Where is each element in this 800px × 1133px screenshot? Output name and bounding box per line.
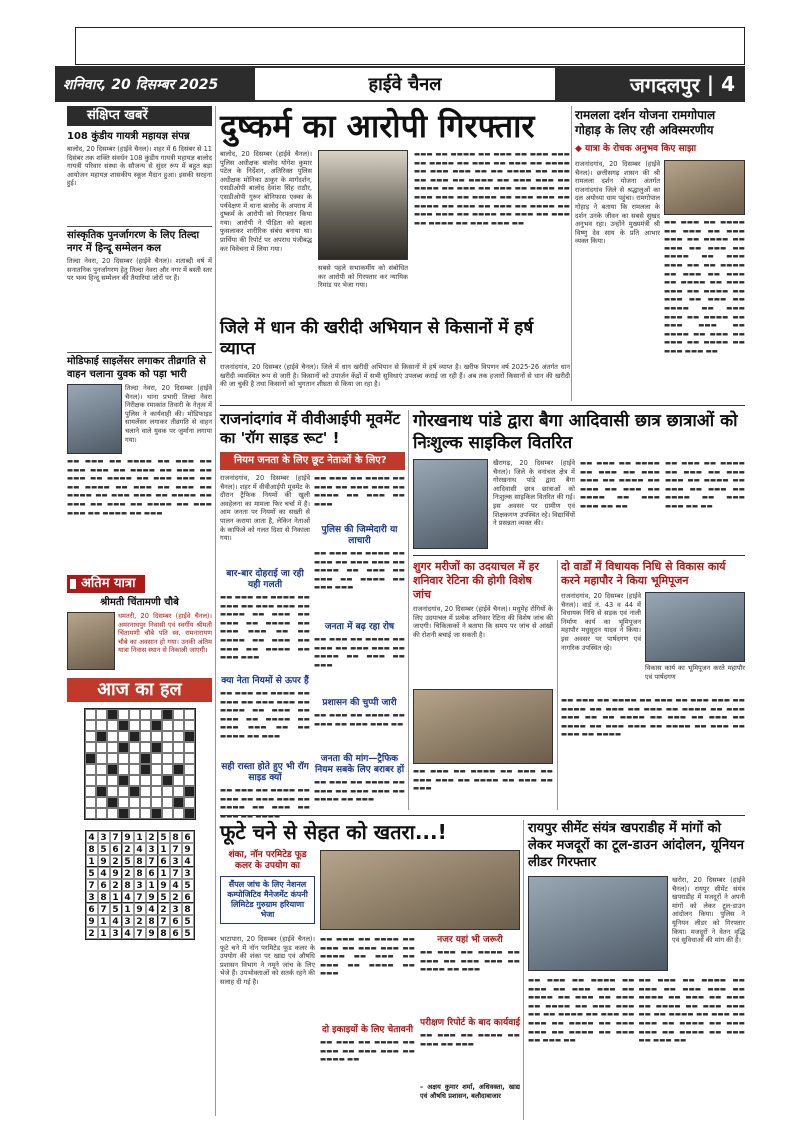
vvip-text: राजनांदगांव, 20 दिसम्बर (हाईवे चैनल)। शहर में वीवीआईपी मूवमेंट के दौरान ट्रैफिक नियमों की खुली अवहेलना का मामला फिर चर्चा में है। आम जनता पर नियमों का सख्ती से पालन कराया जाता है, लेकिन नेताओं के काफिले को गलत दिशा से निकाला गया। [220, 474, 310, 543]
sudoku-cell: 9 [134, 903, 146, 915]
dhan-text: राजनांदगांव, 20 दिसम्बर (हाईवे चैनल)। जिले में धान खरीदी अभियान से किसानों में हर्ष व्याप्त है। खरीफ विपणन वर्ष 2025-26 अंतर्गत धान खरीदी व्यवस्थित रूप से जारी है। किसानों को उपार्जन केंद्रों में सभी सुविधाएं उपलब्ध कराई जा रही हैं। अब तक हजारों किसानों से धान की खरीदी की जा चुकी है तथा किसानों को भुगतान शीघ्रता से किया जा रहा है। [220, 363, 570, 389]
vvip-story [220, 410, 405, 846]
sudoku-cell: 4 [122, 927, 134, 939]
sudoku-cell: 6 [170, 915, 182, 927]
crossword-cell [151, 720, 162, 731]
crossword-cell [96, 786, 107, 797]
crossword-cell [162, 786, 173, 797]
crossword-cell [129, 797, 140, 808]
advertisement-space [75, 27, 745, 65]
lead-headline: दुष्कर्म का आरोपी गिरफ्तार [220, 107, 535, 145]
crossword-cell [96, 808, 107, 819]
accused-photo [318, 150, 408, 260]
vvip-text7: ▬▬ ▬▬▬ ▬▬ ▬▬▬▬ ▬▬ ▬▬▬ ▬▬ ▬▬▬ ▬▬▬ ▬▬ ▬▬▬▬ ▬▬ ▬▬▬ ▬▬ ▬▬▬ [314, 635, 405, 669]
sudoku-cell: 9 [146, 927, 158, 939]
crossword-cell [151, 753, 162, 764]
sudoku-cell: 3 [182, 867, 194, 879]
crossword-cell [129, 764, 140, 775]
phute-story [220, 820, 520, 1111]
sudoku-cell: 1 [146, 879, 158, 891]
puzzle-title: आज का हल [67, 678, 212, 702]
crossword-cell [162, 753, 173, 764]
crossword-cell [184, 720, 195, 731]
crossword-cell [96, 720, 107, 731]
sugar-headline: शुगर मरीजों का उदयाचल में हर शनिवार रेटिना की होगी विशेष जांच [413, 560, 540, 601]
crossword-cell [173, 775, 184, 786]
vvip-redbar: नियम जनता के लिए छूट नेताओं के लिए? [220, 452, 405, 470]
mla-caption: विकास कार्य का भूमिपूजन करते महापौर एवं पार्षदगण [645, 664, 745, 681]
ramlala-photo [664, 160, 745, 215]
crossword-cell [173, 797, 184, 808]
crossword-cell [140, 775, 151, 786]
crossword-cell [85, 731, 96, 742]
sudoku-cell: 4 [98, 867, 110, 879]
column-divider [408, 410, 409, 810]
sudoku-cell: 1 [110, 891, 122, 903]
sudoku-cell: 5 [98, 843, 110, 855]
issue-date: शनिवार, 20 दिसम्बर 2025 [55, 66, 255, 102]
sudoku-cell: 5 [158, 831, 170, 843]
crossword-cell [85, 786, 96, 797]
crossword-cell [140, 709, 151, 720]
brief3-text-cont: ▬▬ ▬▬▬ ▬▬ ▬▬▬▬ ▬▬ ▬▬▬ ▬▬ ▬▬▬ ▬▬▬ ▬▬ ▬▬▬▬ ▬▬ ▬▬▬ ▬▬ ▬▬▬ ▬▬ ▬▬▬▬ ▬▬ ▬▬▬ ▬▬▬ ▬▬ ▬▬ ▬▬▬▬ ▬▬ ▬▬▬ ▬▬ ▬▬▬ ▬▬ ▬▬▬▬ ▬▬ ▬▬▬ ▬▬▬ ▬▬ ▬▬▬▬ ▬▬ ▬▬▬ ▬▬ ▬▬▬ ▬▬ ▬▬▬▬ ▬▬ ▬▬▬ ▬▬▬ ▬▬ ▬▬▬▬ ▬▬ ▬▬▬ [67, 457, 212, 517]
ramlala-subhead: ◆ यात्रा के रोचक अनुभव किए साझा [575, 144, 697, 154]
sudoku-cell: 2 [170, 891, 182, 903]
crossword-cell [118, 709, 129, 720]
sudoku-cell: 8 [134, 867, 146, 879]
crossword-cell [129, 731, 140, 742]
crossword-cell [151, 808, 162, 819]
vvip-text8: ▬▬ ▬▬▬ ▬▬ ▬▬▬▬ ▬▬ ▬▬▬ ▬▬ ▬▬▬ ▬▬▬ ▬▬ [314, 711, 405, 728]
crossword-cell [173, 764, 184, 775]
sudoku-cell: 1 [158, 867, 170, 879]
crossword-cell [140, 797, 151, 808]
vvip-text9: ▬▬ ▬▬▬ ▬▬ ▬▬▬▬ ▬▬ ▬▬▬ ▬▬ ▬▬▬ ▬▬▬ ▬▬ ▬▬▬▬ ▬▬ ▬▬▬ [314, 778, 405, 804]
brief3-text: तिल्दा नेवरा, 20 दिसम्बर (हाईवे चैनल)। थाना प्रभारी तिल्दा नेवरा निरीक्षक रमाकांत तिवारी के नेतृत्व में पुलिस ने कार्यवाही की। मोडिफाइड सायलेंसर लगाकर तीव्रगति से वाहन चलाने वाले युवक पर जुर्माना लगाया गया। [125, 384, 212, 444]
sudoku-cell: 4 [134, 843, 146, 855]
vvip-sub6: प्रशासन की चुप्पी जारी [322, 698, 397, 708]
sudoku-cell: 2 [146, 831, 158, 843]
sudoku-cell: 8 [170, 831, 182, 843]
city-name: जगदलपुर [630, 72, 700, 97]
crossword-cell [107, 764, 118, 775]
obituary-photo [67, 612, 115, 670]
sudoku-cell: 6 [182, 891, 194, 903]
crossword-cell [107, 742, 118, 753]
crossword-cell [162, 797, 173, 808]
paper-name: हाईवे चैनल [255, 66, 555, 102]
crossword-cell [107, 720, 118, 731]
crossword-cell [85, 753, 96, 764]
crossword-cell [107, 775, 118, 786]
sugar-text2: ▬▬ ▬▬▬ ▬▬ ▬▬▬▬ ▬▬ ▬▬▬ ▬▬ ▬▬▬ ▬▬▬ ▬▬ ▬▬▬▬ ▬▬ ▬▬▬ ▬▬ ▬▬▬ [413, 767, 553, 793]
crossword-cell [140, 808, 151, 819]
sudoku-cell: 9 [182, 843, 194, 855]
sugar-story [413, 560, 553, 827]
crossword-cell [140, 720, 151, 731]
sudoku-cell: 6 [110, 843, 122, 855]
sudoku-cell: 4 [122, 891, 134, 903]
sudoku-cell: 3 [134, 879, 146, 891]
cycle-text: खैरागढ़, 20 दिसम्बर (हाईवे चैनल)। जिले के वनांचल क्षेत्र में गोरखनाथ पांडे द्वारा बैगा आदिवासी छात्र छात्राओं को निःशुल्क साइकिल वितरित की गई। इस अवसर पर ग्रामीण एवं शिक्षकगण उपस्थित रहे। विद्यार्थियों ने प्रसन्नता व्यक्त की। [493, 459, 575, 528]
crossword-cell [85, 808, 96, 819]
section-divider [220, 405, 745, 406]
crossword-cell [162, 720, 173, 731]
sudoku-cell: 3 [146, 843, 158, 855]
sudoku-cell: 8 [182, 903, 194, 915]
cycle-story [413, 410, 745, 549]
sudoku-cell: 6 [182, 831, 194, 843]
sudoku-cell: 8 [158, 927, 170, 939]
left-column [67, 106, 212, 1116]
sudoku-cell: 8 [134, 855, 146, 867]
brief-news-tag: संक्षिप्त खबरें [67, 106, 212, 126]
cement-text: खरोरा, 20 दिसम्बर (हाईवे चैनल)। रायपुर सीमेंट संयंत्र खपराडीह में मजदूरों ने अपनी मांगों को लेकर टूल-डाउन आंदोलन किया। पुलिस ने यूनियन लीडर को गिरफ्तार किया। मजदूरों ने वेतन वृद्धि एवं सुविधाओं की मांग की है। [672, 876, 745, 945]
sudoku-cell: 4 [110, 915, 122, 927]
sudoku-cell: 3 [86, 891, 98, 903]
crossword-cell [129, 808, 140, 819]
sudoku-cell: 1 [98, 915, 110, 927]
cycle-text2: ▬▬ ▬▬▬ ▬▬ ▬▬▬▬ ▬▬ ▬▬▬ ▬▬ ▬▬▬ ▬▬▬ ▬▬ ▬▬▬▬ ▬▬ ▬▬▬ ▬▬ ▬▬▬ ▬▬ ▬▬▬▬ ▬▬ ▬▬▬ ▬▬▬ ▬▬ ▬▬ [580, 459, 660, 510]
dhan-story [220, 318, 570, 413]
sugar-text: राजनांदगांव, 20 दिसम्बर (हाईवे चैनल)। मधुमेह रोगियों के लिए उदयाचल में प्रत्येक शनिवार रेटिना की विशेष जांच की जाएगी। चिकित्सकों ने बताया कि समय पर जांच से आंखों की रोशनी बचाई जा सकती है। [413, 605, 553, 639]
sudoku-cell: 5 [182, 927, 194, 939]
sudoku-cell: 1 [86, 855, 98, 867]
vvip-text2: ▬▬ ▬▬▬ ▬▬ ▬▬▬▬ ▬▬ ▬▬▬ ▬▬ ▬▬▬ ▬▬▬ ▬▬ ▬▬▬▬ ▬▬ ▬▬▬ ▬▬ ▬▬▬ ▬▬ ▬▬▬▬ ▬▬ ▬▬▬ ▬▬▬ ▬▬ ▬▬ ▬▬▬▬ ▬▬ ▬▬▬ ▬▬ ▬▬▬ ▬▬ ▬▬▬▬ ▬▬ ▬▬▬ ▬▬▬ [220, 593, 310, 662]
crossword-cell [118, 764, 129, 775]
vvip-sub7: जनता की मांग—ट्रैफिक नियम सबके लिए बराबर हों [314, 754, 405, 775]
crossword-cell [151, 731, 162, 742]
sudoku-cell: 6 [170, 927, 182, 939]
crossword-cell [140, 753, 151, 764]
sudoku-cell: 4 [170, 879, 182, 891]
lead-photo-caption: सबसे पहले सभाकर्मीय को संबोधित कर आरोपी को गिरफ्तार कर न्यायिक रिमांड पर भेजा गया। [318, 264, 408, 290]
sudoku-cell: 1 [98, 927, 110, 939]
cycle-text3: ▬▬ ▬▬▬ ▬▬ ▬▬▬▬ ▬▬ ▬▬▬ ▬▬ ▬▬▬ ▬▬▬ ▬▬ ▬▬▬▬ ▬▬ ▬▬▬ ▬▬ ▬▬▬ ▬▬ ▬▬▬▬ ▬▬ ▬▬▬ ▬▬▬ ▬▬ ▬▬ [665, 459, 745, 510]
crossword-cell [173, 731, 184, 742]
crossword-cell [184, 808, 195, 819]
crossword-cell [151, 786, 162, 797]
phute-text2: ▬▬ ▬▬▬ ▬▬ ▬▬▬▬ ▬▬ ▬▬▬ ▬▬ ▬▬▬ ▬▬▬ ▬▬ ▬▬▬▬ ▬▬ ▬▬▬ ▬▬ ▬▬▬ ▬▬ ▬▬▬▬ ▬▬ ▬▬▬ [320, 935, 415, 978]
crossword-cell [184, 753, 195, 764]
crossword-cell [129, 742, 140, 753]
dhan-headline: जिले में धान की खरीदी अभियान से किसानों में हर्ष व्याप्त [220, 318, 534, 359]
crossword-cell [96, 775, 107, 786]
crossword-cell [85, 709, 96, 720]
cement-headline: रायपुर सीमेंट संयंत्र खपराडीह में मांगों को लेकर मजदूरों का टूल-डाउन आंदोलन, यूनियन लीडर गिरफ्तार [528, 821, 744, 870]
vvip-text4: ▬▬ ▬▬▬ ▬▬ ▬▬▬▬ ▬▬ ▬▬▬ ▬▬ ▬▬▬ ▬▬▬ ▬▬ ▬▬▬▬ ▬▬ ▬▬▬ ▬▬ [220, 786, 310, 812]
newspaper-page [55, 0, 745, 1133]
crossword-cell [162, 764, 173, 775]
ramlala-text-cont: ▬▬ ▬▬▬ ▬▬ ▬▬▬▬ ▬▬ ▬▬▬ ▬▬ ▬▬▬ ▬▬▬ ▬▬ ▬▬▬▬ ▬▬ ▬▬▬ ▬▬ ▬▬▬ ▬▬ ▬▬▬▬ ▬▬ ▬▬▬ ▬▬▬ ▬▬ ▬▬ ▬▬▬▬ ▬▬ ▬▬▬ ▬▬ ▬▬▬ ▬▬ ▬▬▬▬ ▬▬ ▬▬▬ ▬▬▬ ▬▬ ▬▬▬▬ ▬▬ ▬▬▬ ▬▬ ▬▬▬ ▬▬ ▬▬▬▬ ▬▬ ▬▬▬ ▬▬▬ ▬▬ ▬▬▬▬ ▬▬ ▬▬▬ ▬▬▬ ▬▬ ▬▬▬▬ ▬▬ ▬▬▬ ▬▬ ▬▬▬ ▬▬ ▬▬▬▬ ▬▬ ▬▬▬ ▬▬▬ ▬▬ [664, 218, 745, 355]
obituary-name: श्रीमती चिंतामणी चौबे [100, 597, 179, 608]
sudoku-cell: 7 [86, 879, 98, 891]
crossword-cell [129, 720, 140, 731]
crossword-cell [118, 797, 129, 808]
page-number: 4 [721, 72, 735, 96]
crossword-cell [85, 764, 96, 775]
crossword-grid [84, 708, 196, 820]
sudoku-cell: 2 [110, 855, 122, 867]
crossword-cell [151, 764, 162, 775]
phute-sub4: परीक्षण रिपोर्ट के बाद कार्यवाई [420, 1018, 520, 1028]
crossword-cell [96, 753, 107, 764]
sudoku-cell: 3 [170, 855, 182, 867]
sudoku-cell: 7 [158, 915, 170, 927]
column-divider [571, 106, 572, 401]
masthead [55, 66, 745, 102]
sudoku-cell: 4 [182, 855, 194, 867]
crossword-cell [173, 742, 184, 753]
crossword-cell [118, 775, 129, 786]
crossword-cell [118, 720, 129, 731]
city-page: जगदलपुर | 4 [555, 66, 745, 102]
column-divider [523, 820, 524, 1120]
phute-sub5: दो इकाइयों के लिए चेतावनी [321, 1025, 414, 1035]
crossword-cell [140, 742, 151, 753]
sudoku-cell: 7 [134, 927, 146, 939]
sudoku-cell: 9 [146, 891, 158, 903]
sudoku-cell: 2 [134, 915, 146, 927]
crossword-cell [129, 753, 140, 764]
crossword-cell [107, 786, 118, 797]
crossword-cell [173, 720, 184, 731]
sudoku-cell: 4 [146, 903, 158, 915]
crossword-cell [173, 808, 184, 819]
obituary-tag [67, 575, 145, 593]
crossword-cell [107, 797, 118, 808]
crossword-cell [184, 786, 195, 797]
sudoku-cell: 1 [158, 843, 170, 855]
sudoku-cell: 7 [134, 891, 146, 903]
crossword-cell [151, 742, 162, 753]
crossword-cell [173, 753, 184, 764]
sudoku-cell: 7 [110, 831, 122, 843]
cement-photo [528, 876, 668, 971]
phute-sub2: सैंपल जांच के लिए नेशनल कम्पोजिटिव मैनेजमेंट कंपनी लिमिटेड गुरुग्राम हरियाणा भेजा [220, 876, 315, 924]
crossword-cell [140, 731, 151, 742]
vvip-sub3: सही रास्ता होते हुए भी रॉग साइड क्यों [221, 762, 309, 783]
sudoku-cell: 6 [86, 903, 98, 915]
crossword-cell [151, 709, 162, 720]
ramlala-story [575, 108, 745, 440]
phute-text3: ▬▬ ▬▬▬ ▬▬ ▬▬▬▬ ▬▬ ▬▬▬ ▬▬ ▬▬▬ ▬▬▬ ▬▬ ▬▬▬▬ ▬▬ [320, 1038, 415, 1064]
crossword-cell [140, 786, 151, 797]
sudoku-cell: 6 [98, 879, 110, 891]
sudoku-cell: 4 [86, 831, 98, 843]
crossword-cell [184, 742, 195, 753]
vvip-sub2: क्या नेता नियमों से ऊपर हैं [221, 676, 309, 686]
crossword-cell [85, 775, 96, 786]
sugar-photo [413, 689, 553, 764]
sudoku-cell: 9 [86, 915, 98, 927]
phute-sub3: नजर यहां भी जरूरी [437, 935, 503, 945]
sudoku-cell: 3 [170, 903, 182, 915]
crossword-cell [184, 709, 195, 720]
lead-text-col1: बालोद, 20 दिसम्बर (हाईवे चैनल)। पुलिस अधीक्षक बालोद योगेश कुमार पटेल के निर्देशन, अतिरिक्त पुलिस अधीक्षक मोनिका ठाकुर के मार्गदर्शन, एसडीओपी बालोद देवांश सिंह राठौर, एसडीओपी गुरूर बोनिफास एक्का के पर्यवेक्षण में थाना बालोद के अपराध में दुष्कर्म के आरोपी को गिरफ्तार किया गया। आरोपी ने पीड़िता को बहला फुसलाकर शारीरिक संबंध बनाया था। प्रार्थिया की रिपोर्ट पर अपराध पंजीबद्ध कर विवेचना में लिया गया। [220, 150, 312, 253]
brief3-headline: मोडिफाई साइलेंसर लगाकर तीव्रगति से वाहन चलाना युवक को पड़ा भारी [67, 352, 212, 381]
sudoku-cell: 3 [122, 915, 134, 927]
sudoku-cell: 7 [170, 867, 182, 879]
crossword-cell [118, 742, 129, 753]
ramlala-text: राजनांदगांव, 20 दिसम्बर (हाईवे चैनल)। छत्तीसगढ़ शासन की श्री रामलला दर्शन योजना अंतर्गत राजनांदगांव जिले से श्रद्धालुओं का दल अयोध्या धाम पहुंचा। रामगोपाल गोहाड़ ने बताया कि रामलला के दर्शन उनके जीवन का सबसे सुखद अनुभव रहा। उन्होंने मुख्यमंत्री श्री विष्णु देव साय के प्रति आभार व्यक्त किया। [575, 160, 660, 246]
mla-text2: ▬▬ ▬▬▬ ▬▬ ▬▬▬▬ ▬▬ ▬▬▬ ▬▬ ▬▬▬ ▬▬▬ ▬▬ ▬▬▬▬ ▬▬ ▬▬▬ ▬▬ ▬▬▬ ▬▬ ▬▬▬▬ ▬▬ ▬▬▬ ▬▬▬ ▬▬ ▬▬ ▬▬▬▬ ▬▬ ▬▬▬ ▬▬ ▬▬▬ ▬▬ ▬▬▬▬ ▬▬ ▬▬▬ ▬▬▬ ▬▬ ▬▬▬▬ ▬▬ ▬▬▬ ▬▬ ▬▬▬ ▬▬ ▬▬▬▬ [561, 696, 745, 739]
crossword-cell [107, 753, 118, 764]
mla-photo [645, 592, 745, 662]
sudoku-cell: 5 [122, 855, 134, 867]
crossword-cell [151, 775, 162, 786]
cement-story [528, 820, 745, 1133]
lead-story [220, 108, 570, 335]
lead-text-col3: ▬▬▬ ▬▬ ▬▬▬▬ ▬▬ ▬▬▬ ▬▬ ▬▬▬ ▬▬▬ ▬▬ ▬▬▬▬ ▬▬ ▬▬▬ ▬▬ ▬▬▬ ▬▬ ▬▬▬▬ ▬▬ ▬▬▬ ▬▬▬ ▬▬ ▬▬ ▬▬▬▬ ▬▬ ▬▬▬ ▬▬ ▬▬▬ ▬▬ ▬▬▬▬ ▬▬ ▬▬▬ ▬▬▬ ▬▬ ▬▬▬▬ ▬▬ ▬▬▬ ▬▬ ▬▬▬ ▬▬ ▬▬▬▬ ▬▬ ▬▬▬ ▬▬▬ ▬▬ ▬▬▬▬ ▬▬ ▬▬▬ ▬▬▬ ▬▬ ▬▬▬▬ ▬▬ ▬▬▬ ▬▬ ▬▬▬ ▬▬ ▬▬▬▬ ▬▬ ▬▬▬ ▬▬▬ ▬▬ ▬▬▬▬ ▬▬ ▬▬▬ ▬▬ ▬▬▬ ▬▬ ▬▬▬▬ ▬▬ ▬▬▬ ▬▬▬ ▬▬ [414, 150, 570, 227]
vvip-sub5: जनता में बढ़ रहा रोष [324, 622, 395, 632]
sudoku-cell: 9 [122, 831, 134, 843]
crossword-cell [129, 709, 140, 720]
phute-sub1: शंका, नॉन परमिटेड फूड कलर के उपयोग का [228, 850, 307, 871]
sudoku-cell: 2 [158, 903, 170, 915]
sudoku-cell: 3 [110, 927, 122, 939]
brief1-headline: 108 कुंडीय गायत्री महायज्ञ संपन्न [67, 131, 190, 142]
crossword-cell [162, 775, 173, 786]
brief3-photo [67, 384, 122, 454]
crossword-cell [85, 742, 96, 753]
crossword-cell [129, 786, 140, 797]
brief2-text: तिल्दा नेवरा, 20 दिसम्बर (हाईवे चैनल)। शताब्दी वर्ष में सनातनिक पुनर्जागरण हेतु तिल्दा नेवरा और नगर में बस्ती स्तर पर भव्य हिन्दू सम्मेलन की तैयारियां जोरों पर हैं। [67, 257, 212, 283]
sudoku-cell: 6 [146, 867, 158, 879]
crossword-cell [184, 764, 195, 775]
obituary-text: धमतरी, 20 दिसम्बर (हाईवे चैनल)। अमरनाथपुर निवासी एवं स्वर्गीय श्रीमती चिंतामणी चौबे पति स्व. रामनारायण चौबे का अवसान हो गया। उनकी अंतिम यात्रा निवास स्थान से निकाली जाएगी। [118, 612, 212, 655]
crossword-cell [162, 709, 173, 720]
sudoku-cell: 5 [158, 891, 170, 903]
crossword-cell [140, 764, 151, 775]
crossword-cell [96, 709, 107, 720]
crossword-cell [162, 808, 173, 819]
mla-headline: दो वार्डों में विधायक निधि से विकास कार्य करने महापौर ने किया भूमिपूजन [561, 560, 726, 587]
cycle-headline: गोरखनाथ पांडे द्वारा बैगा आदिवासी छात्र छात्राओं को निःशुल्क साइकिल वितरित [413, 411, 738, 453]
sudoku-cell: 7 [98, 903, 110, 915]
crossword-cell [118, 786, 129, 797]
sudoku-cell: 2 [122, 843, 134, 855]
crossword-cell [96, 742, 107, 753]
sudoku-cell: 5 [110, 903, 122, 915]
sudoku-cell: 9 [110, 867, 122, 879]
phute-author: – अक्षय कुमार शर्मा, अधिवक्ता, खाद्य एवं औषधि प्रशासन, बलौदाबाजार [420, 1083, 520, 1100]
sudoku-cell: 2 [122, 867, 134, 879]
crossword-cell [118, 731, 129, 742]
sudoku-cell: 1 [122, 903, 134, 915]
vvip-text3: ▬▬ ▬▬▬ ▬▬ ▬▬▬▬ ▬▬ ▬▬▬ ▬▬ ▬▬▬ ▬▬▬ ▬▬ ▬▬▬▬ ▬▬ ▬▬▬ ▬▬ ▬▬▬ ▬▬ ▬▬▬▬ ▬▬ ▬▬▬ ▬▬▬ ▬▬ ▬▬ ▬▬▬▬ ▬▬ ▬▬▬ [220, 689, 310, 740]
crossword-cell [162, 742, 173, 753]
section-divider [220, 815, 745, 816]
section-divider [413, 555, 745, 556]
column-divider [215, 106, 216, 1116]
chana-photo [320, 850, 520, 930]
sudoku-cell: 1 [134, 831, 146, 843]
crossword-cell [107, 731, 118, 742]
crossword-cell [96, 797, 107, 808]
crossword-cell [107, 808, 118, 819]
sudoku-cell: 6 [158, 855, 170, 867]
vvip-headline: राजनांदगांव में वीवीआईपी मूवमेंट का 'रॉग साइड रूट' ! [220, 410, 401, 447]
sudoku-cell: 7 [146, 855, 158, 867]
crossword-cell [173, 786, 184, 797]
crossword-cell [96, 764, 107, 775]
sudoku-cell: 9 [98, 855, 110, 867]
obituary-tag-label: अतिम यात्रा [81, 576, 136, 591]
ramlala-headline: रामलला दर्शन योजना रामगोपाल गोहाड़ के लिए रही अविस्मरणीय [575, 108, 716, 137]
sudoku-cell: 2 [86, 927, 98, 939]
vvip-text5: ▬▬ ▬▬▬ ▬▬ ▬▬▬▬ ▬▬ ▬▬▬ ▬▬ ▬▬▬ ▬▬▬ ▬▬ ▬▬▬▬ ▬▬ ▬▬▬ ▬▬ ▬▬▬ [314, 474, 405, 508]
vvip-sub1: बार-बार दोहराई जा रही यही गलती [226, 569, 304, 590]
crossword-cell [118, 753, 129, 764]
sudoku-cell: 5 [86, 867, 98, 879]
crossword-cell [129, 775, 140, 786]
cement-text3: ▬▬ ▬▬▬ ▬▬ ▬▬▬▬ ▬▬ ▬▬▬ ▬▬ ▬▬▬ ▬▬▬ ▬▬ ▬▬▬▬ ▬▬ ▬▬▬ ▬▬ ▬▬▬ ▬▬ ▬▬▬▬ ▬▬ ▬▬▬ ▬▬▬ ▬▬ ▬▬ ▬▬▬▬ ▬▬ ▬▬▬ ▬▬ ▬▬▬ ▬▬ ▬▬▬▬ ▬▬ ▬▬▬ ▬▬▬ ▬▬ ▬▬▬▬ ▬▬ ▬▬▬ ▬▬ ▬▬▬ ▬▬ [638, 976, 745, 1045]
brief2-headline: सांस्कृतिक पुनर्जागरण के लिए तिल्दा नगर में हिन्दू सम्मेलन कल [67, 226, 212, 255]
sudoku-cell: 7 [170, 843, 182, 855]
phute-headline: फूटे चने से सेहत को खतरा...! [220, 820, 447, 844]
sudoku-cell: 8 [98, 891, 110, 903]
phute-text5: ▬▬ ▬▬▬ ▬▬ ▬▬▬▬ ▬▬ ▬▬▬ ▬▬ ▬▬▬ [420, 1031, 520, 1048]
crossword-cell [162, 731, 173, 742]
phute-text: भाटापारा, 20 दिसम्बर (हाईवे चैनल)। फूटे चने में नॉन परमिटेड फूड कलर के उपयोग की शंका पर खाद्य एवं औषधि प्रशासन विभाग ने नमूने जांच के लिए भेजे हैं। उपभोक्ताओं को सतर्क रहने की सलाह दी गई है। [220, 935, 315, 986]
sudoku-cell: 2 [110, 879, 122, 891]
sudoku-cell: 5 [182, 915, 194, 927]
crossword-cell [118, 808, 129, 819]
sudoku-cell: 5 [182, 879, 194, 891]
cement-text2: ▬▬ ▬▬▬ ▬▬ ▬▬▬▬ ▬▬ ▬▬▬ ▬▬ ▬▬▬ ▬▬▬ ▬▬ ▬▬▬▬ ▬▬ ▬▬▬ ▬▬ ▬▬▬ ▬▬ ▬▬▬▬ ▬▬ ▬▬▬ ▬▬▬ ▬▬ ▬▬ ▬▬▬▬ ▬▬ ▬▬▬ ▬▬ ▬▬▬ ▬▬ ▬▬▬▬ ▬▬ ▬▬▬ ▬▬▬ ▬▬ ▬▬▬▬ ▬▬ ▬▬▬ ▬▬ ▬▬▬ ▬▬ [528, 976, 635, 1045]
sudoku-cell: 9 [158, 879, 170, 891]
mla-text: राजनांदगांव, 20 दिसम्बर (हाईवे चैनल)। वार्ड नं. 43 व 44 में विधायक निधि से सड़क एवं नाली निर्माण कार्य का भूमिपूजन महापौर मधुसूदन यादव ने किया। इस अवसर पर पार्षदगण एवं नागरिक उपस्थित रहे। [561, 592, 641, 652]
brief1-text: बालोद, 20 दिसम्बर (हाईवे चैनल)। शहर में 6 दिसंबर से 11 दिसंबर तक शक्ति संवर्धन 108 कुंडीय गायत्री महायज्ञ बालोद गायत्री परिवार संस्था के सौजन्य से सुंदर रूप में बहुत बड़ा आयोजन महायज्ञ शासकीय स्कूल मैदान हुआ। इसकी सरहना हुई। [67, 145, 212, 188]
mla-story [561, 560, 745, 816]
crossword-cell [85, 797, 96, 808]
cycle-photo [413, 459, 488, 549]
column-divider [557, 560, 558, 810]
crossword-cell [184, 731, 195, 742]
vvip-text6: ▬▬ ▬▬▬ ▬▬ ▬▬▬▬ ▬▬ ▬▬▬ ▬▬ ▬▬▬ ▬▬▬ ▬▬ ▬▬▬▬ ▬▬ ▬▬▬ ▬▬ ▬▬▬ ▬▬ ▬▬▬▬ ▬▬ ▬▬▬ ▬▬▬ [314, 549, 405, 592]
crossword-cell [85, 720, 96, 731]
crossword-cell [107, 709, 118, 720]
vvip-sub4: पुलिस की जिम्मेदारी या लाचारी [321, 525, 398, 546]
crossword-cell [184, 775, 195, 786]
sudoku-grid [85, 830, 195, 940]
crossword-cell [96, 731, 107, 742]
crossword-cell [151, 797, 162, 808]
sudoku-cell: 8 [86, 843, 98, 855]
crossword-cell [184, 797, 195, 808]
sudoku-cell: 3 [98, 831, 110, 843]
sudoku-cell: 8 [122, 879, 134, 891]
phute-text4: ▬▬ ▬▬▬ ▬▬ ▬▬▬▬ ▬▬ ▬▬▬ ▬▬ ▬▬▬ ▬▬▬ ▬▬ ▬▬▬▬ ▬▬ ▬▬▬ [420, 948, 520, 974]
sudoku-cell: 8 [146, 915, 158, 927]
crossword-cell [173, 709, 184, 720]
